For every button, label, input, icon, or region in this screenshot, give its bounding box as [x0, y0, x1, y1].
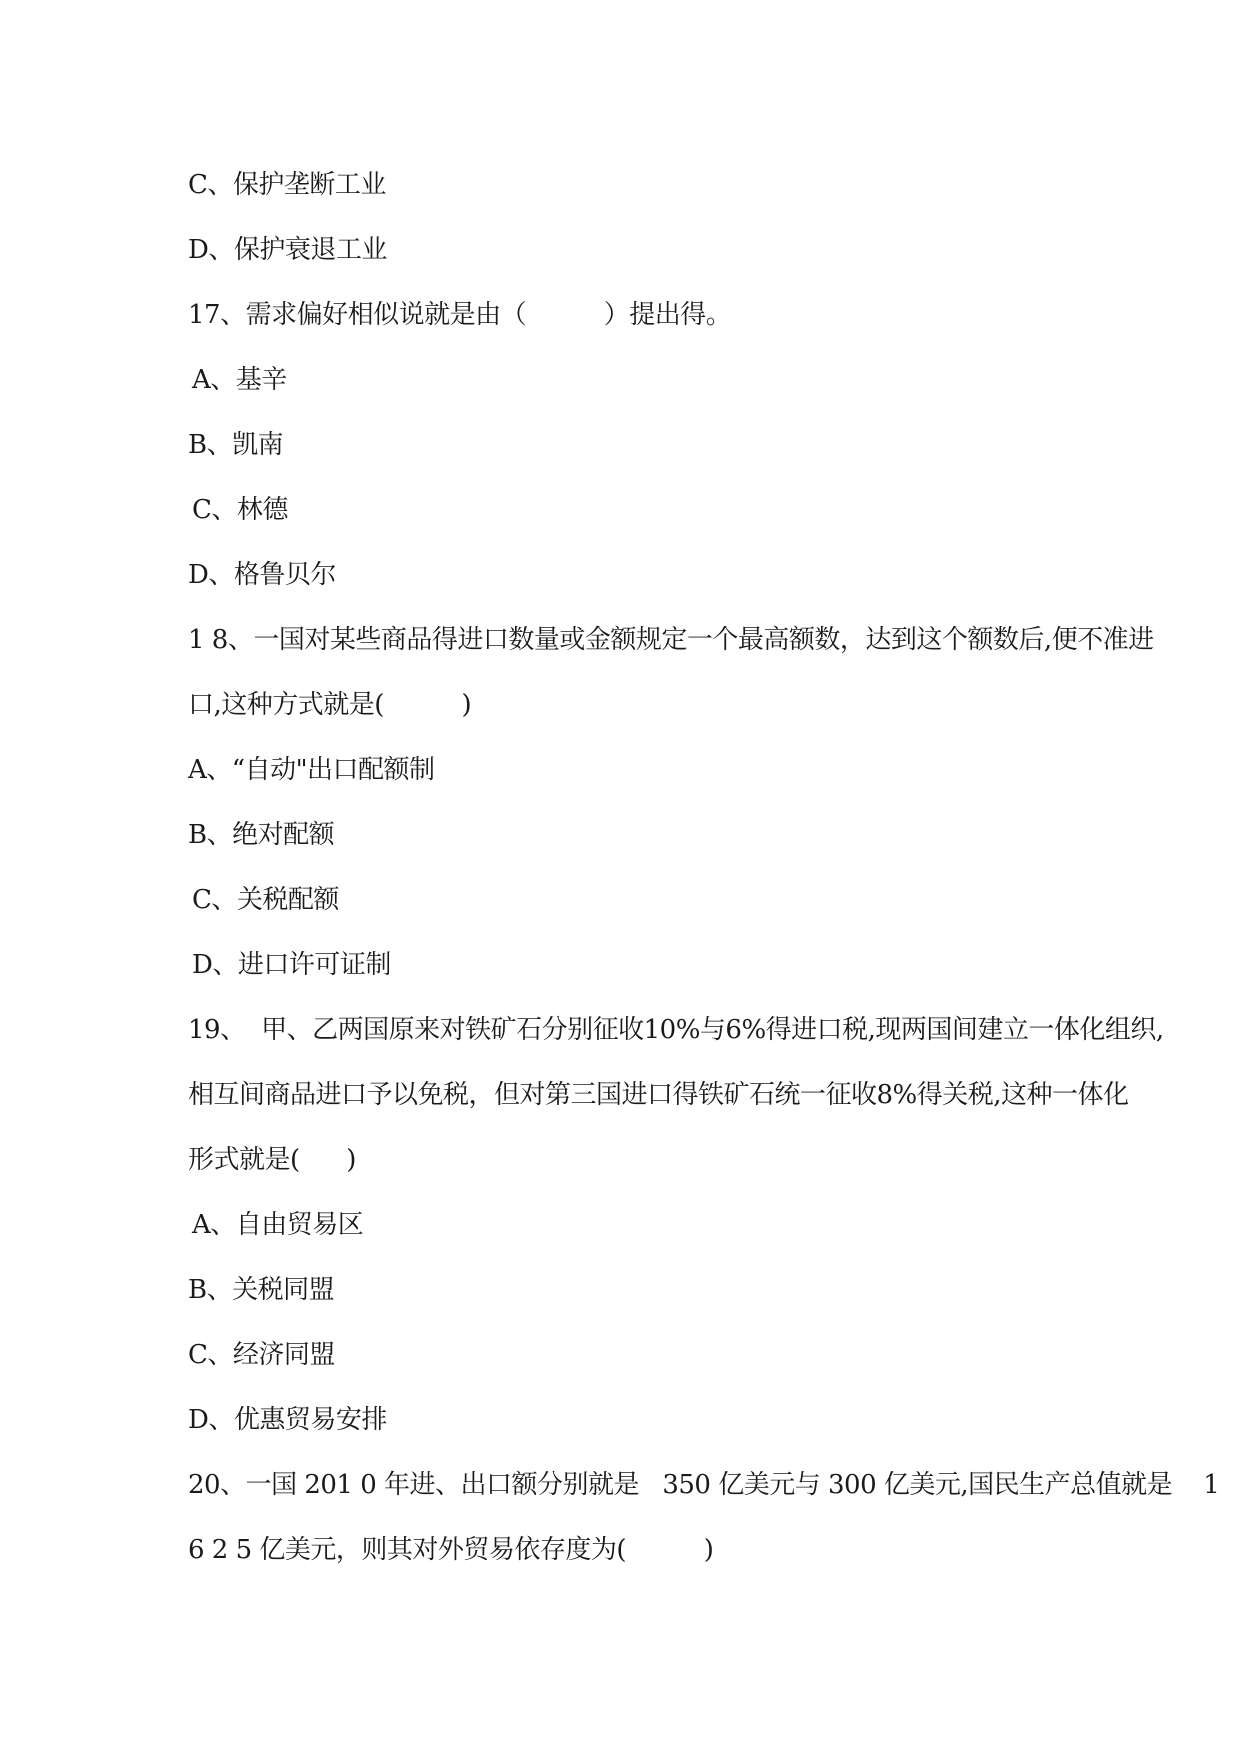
option-18d: D、进口许可证制 — [192, 950, 391, 980]
option-19a: A、自由贸易区 — [192, 1210, 364, 1240]
question-19-line2: 相互间商品进口予以免税，但对第三国进口得铁矿石统一征收8%得关税,这种一体化 — [188, 1080, 1129, 1110]
option-17c: C、林德 — [192, 495, 288, 525]
option-17d: D、格鲁贝尔 — [188, 560, 336, 590]
option-17b: B、凯南 — [188, 430, 284, 460]
option-18a: A、“自动"出口配额制 — [188, 755, 435, 785]
question-19-line1: 19、 甲、乙两国原来对铁矿石分别征收10%与6%得进口税,现两国间建立一体化组织, — [188, 1015, 1164, 1045]
option-19d: D、优惠贸易安排 — [188, 1405, 387, 1435]
question-18-line1: 1 8、一国对某些商品得进口数量或金额规定一个最高额数，达到这个额数后,便不准进 — [188, 625, 1154, 655]
option-19c: C、经济同盟 — [188, 1340, 335, 1370]
question-19-line3: 形式就是( ) — [188, 1145, 356, 1175]
option-16c: C、保护垄断工业 — [188, 170, 386, 200]
option-19b: B、关税同盟 — [188, 1275, 335, 1305]
option-18b: B、绝对配额 — [188, 820, 335, 850]
option-18c: C、关税配额 — [192, 885, 339, 915]
option-16d: D、保护衰退工业 — [188, 235, 387, 265]
question-20-line2: 6 2 5 亿美元，则其对外贸易依存度为( ) — [188, 1535, 714, 1565]
option-17a: A、基辛 — [192, 365, 287, 395]
question-17: 17、需求偏好相似说就是由（ ）提出得。 — [188, 300, 732, 330]
question-18-line2: 口,这种方式就是( ) — [188, 690, 472, 720]
question-20-line1: 20、一国 201 0 年进、出口额分别就是 350 亿美元与 300 亿美元,国民生产总值就是 1 — [188, 1470, 1220, 1500]
